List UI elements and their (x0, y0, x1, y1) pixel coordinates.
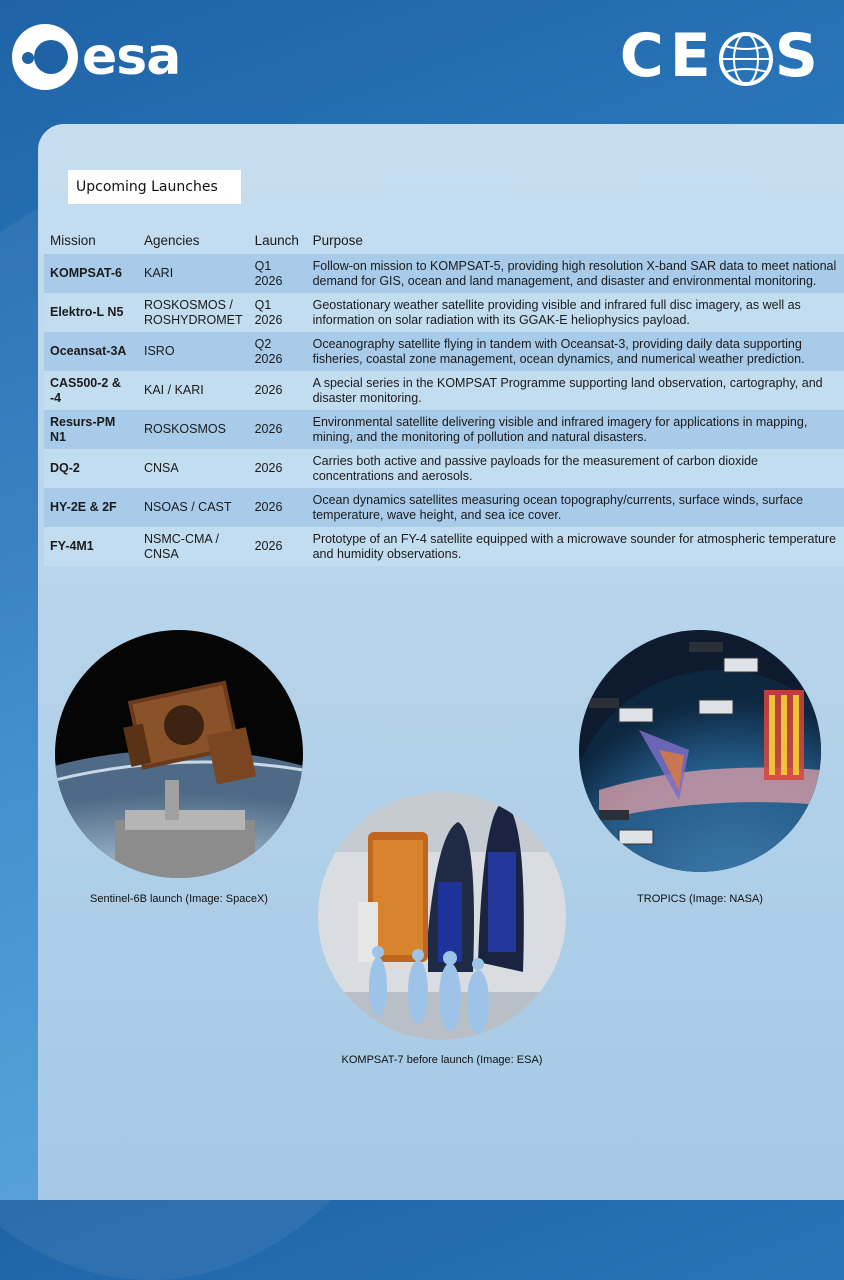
globe-icon (717, 28, 775, 90)
mission-cell: Elektro-L N5 (50, 305, 124, 319)
table-header-row (44, 226, 844, 254)
purpose-cell: Prototype of an FY-4 satellite equipped with a microwave sounder for atmospheric temperature and humidity observations. (312, 531, 837, 561)
mission-cell: Resurs-PM N1 (50, 414, 116, 444)
ceos-logo-letter: C (619, 21, 670, 91)
table-row (44, 254, 844, 293)
launch-cell: 2026 (254, 539, 283, 553)
agencies-cell: NSMC-CMA / CNSA (144, 531, 219, 561)
sentinel-6b-illustration (55, 630, 303, 878)
launch-cell: 2026 (254, 461, 283, 475)
launches-table (44, 226, 844, 566)
kompsat-7-illustration (318, 792, 566, 1040)
launch-cell: Q1 2026 (254, 258, 283, 288)
esa-logo-text: esa (82, 27, 181, 87)
tropics-photo (579, 630, 821, 872)
ceos-logo-letter: E (669, 21, 717, 91)
launch-cell: 2026 (254, 500, 283, 514)
sentinel-6b-photo (55, 630, 303, 878)
sentinel-6b-caption: Sentinel-6B launch (Image: SpaceX) (90, 893, 268, 905)
column-header-agencies: Agencies (144, 232, 200, 248)
mission-cell: HY-2E & 2F (50, 500, 117, 514)
launch-cell: Q1 2026 (254, 297, 283, 327)
table-row (44, 527, 844, 566)
purpose-cell: Carries both active and passive payloads for the measurement of carbon dioxide concentrations and aerosols. (312, 453, 758, 483)
ceos-logo-letter: S (774, 21, 824, 91)
table-row (44, 293, 844, 332)
launch-cell: Q2 2026 (254, 336, 283, 366)
agencies-cell: ISRO (144, 344, 175, 358)
agencies-cell: NSOAS / CAST (144, 500, 232, 514)
purpose-cell: Environmental satellite delivering visible and infrared imagery for applications in mapping, mining, and the monitoring of pollution and natural disasters. (312, 414, 808, 444)
agencies-cell: CNSA (144, 461, 179, 475)
purpose-cell: A special series in the KOMPSAT Programme supporting land observation, cartography, and disaster monitoring. (312, 375, 823, 405)
kompsat-7-photo (318, 792, 566, 1040)
esa-logo-mark (12, 24, 78, 90)
ceos-logo (619, 21, 824, 91)
agencies-cell: KARI (144, 266, 174, 280)
table-row (44, 410, 844, 449)
table-row (44, 449, 844, 488)
table-row (44, 371, 844, 410)
mission-cell: CAS500-2 & -4 (50, 375, 121, 405)
agencies-cell: ROSKOSMOS / ROSHYDROMET (144, 297, 243, 327)
column-header-mission: Mission (50, 232, 96, 248)
table-row (44, 332, 844, 371)
tropics-illustration (579, 630, 821, 872)
launch-cell: 2026 (254, 383, 283, 397)
mission-cell: DQ-2 (50, 461, 80, 475)
agencies-cell: ROSKOSMOS (144, 422, 226, 436)
mission-cell: FY-4M1 (50, 539, 94, 553)
column-header-launch: Launch (254, 232, 299, 248)
mission-cell: KOMPSAT-6 (50, 266, 122, 280)
purpose-cell: Ocean dynamics satellites measuring ocean topography/currents, surface winds, surface temperature, wave height, and sea ice cover. (312, 492, 804, 522)
column-header-purpose: Purpose (312, 232, 363, 248)
purpose-cell: Follow-on mission to KOMPSAT-5, providing high resolution X-band SAR data to meet national demand for GIS, ocean and land management, and disaster and environmental monitoring. (312, 258, 837, 288)
kompsat-7-caption: KOMPSAT-7 before launch (Image: ESA) (341, 1054, 543, 1066)
tropics-caption: TROPICS (Image: NASA) (637, 893, 763, 905)
mission-cell: Oceansat-3A (50, 344, 127, 358)
purpose-cell: Geostationary weather satellite providing visible and infrared full disc imagery, as well as information on solar radiation with its GGAK-E heliophysics payload. (312, 297, 801, 327)
purpose-cell: Oceanography satellite flying in tandem with Oceansat-3, providing daily data supporting fisheries, coastal zone management, ocean dynamics, and numerical weather prediction. (312, 336, 805, 366)
table-row (44, 488, 844, 527)
esa-logo (12, 24, 180, 90)
agencies-cell: KAI / KARI (144, 383, 204, 397)
section-title: Upcoming Launches (68, 170, 241, 204)
launch-cell: 2026 (254, 422, 283, 436)
